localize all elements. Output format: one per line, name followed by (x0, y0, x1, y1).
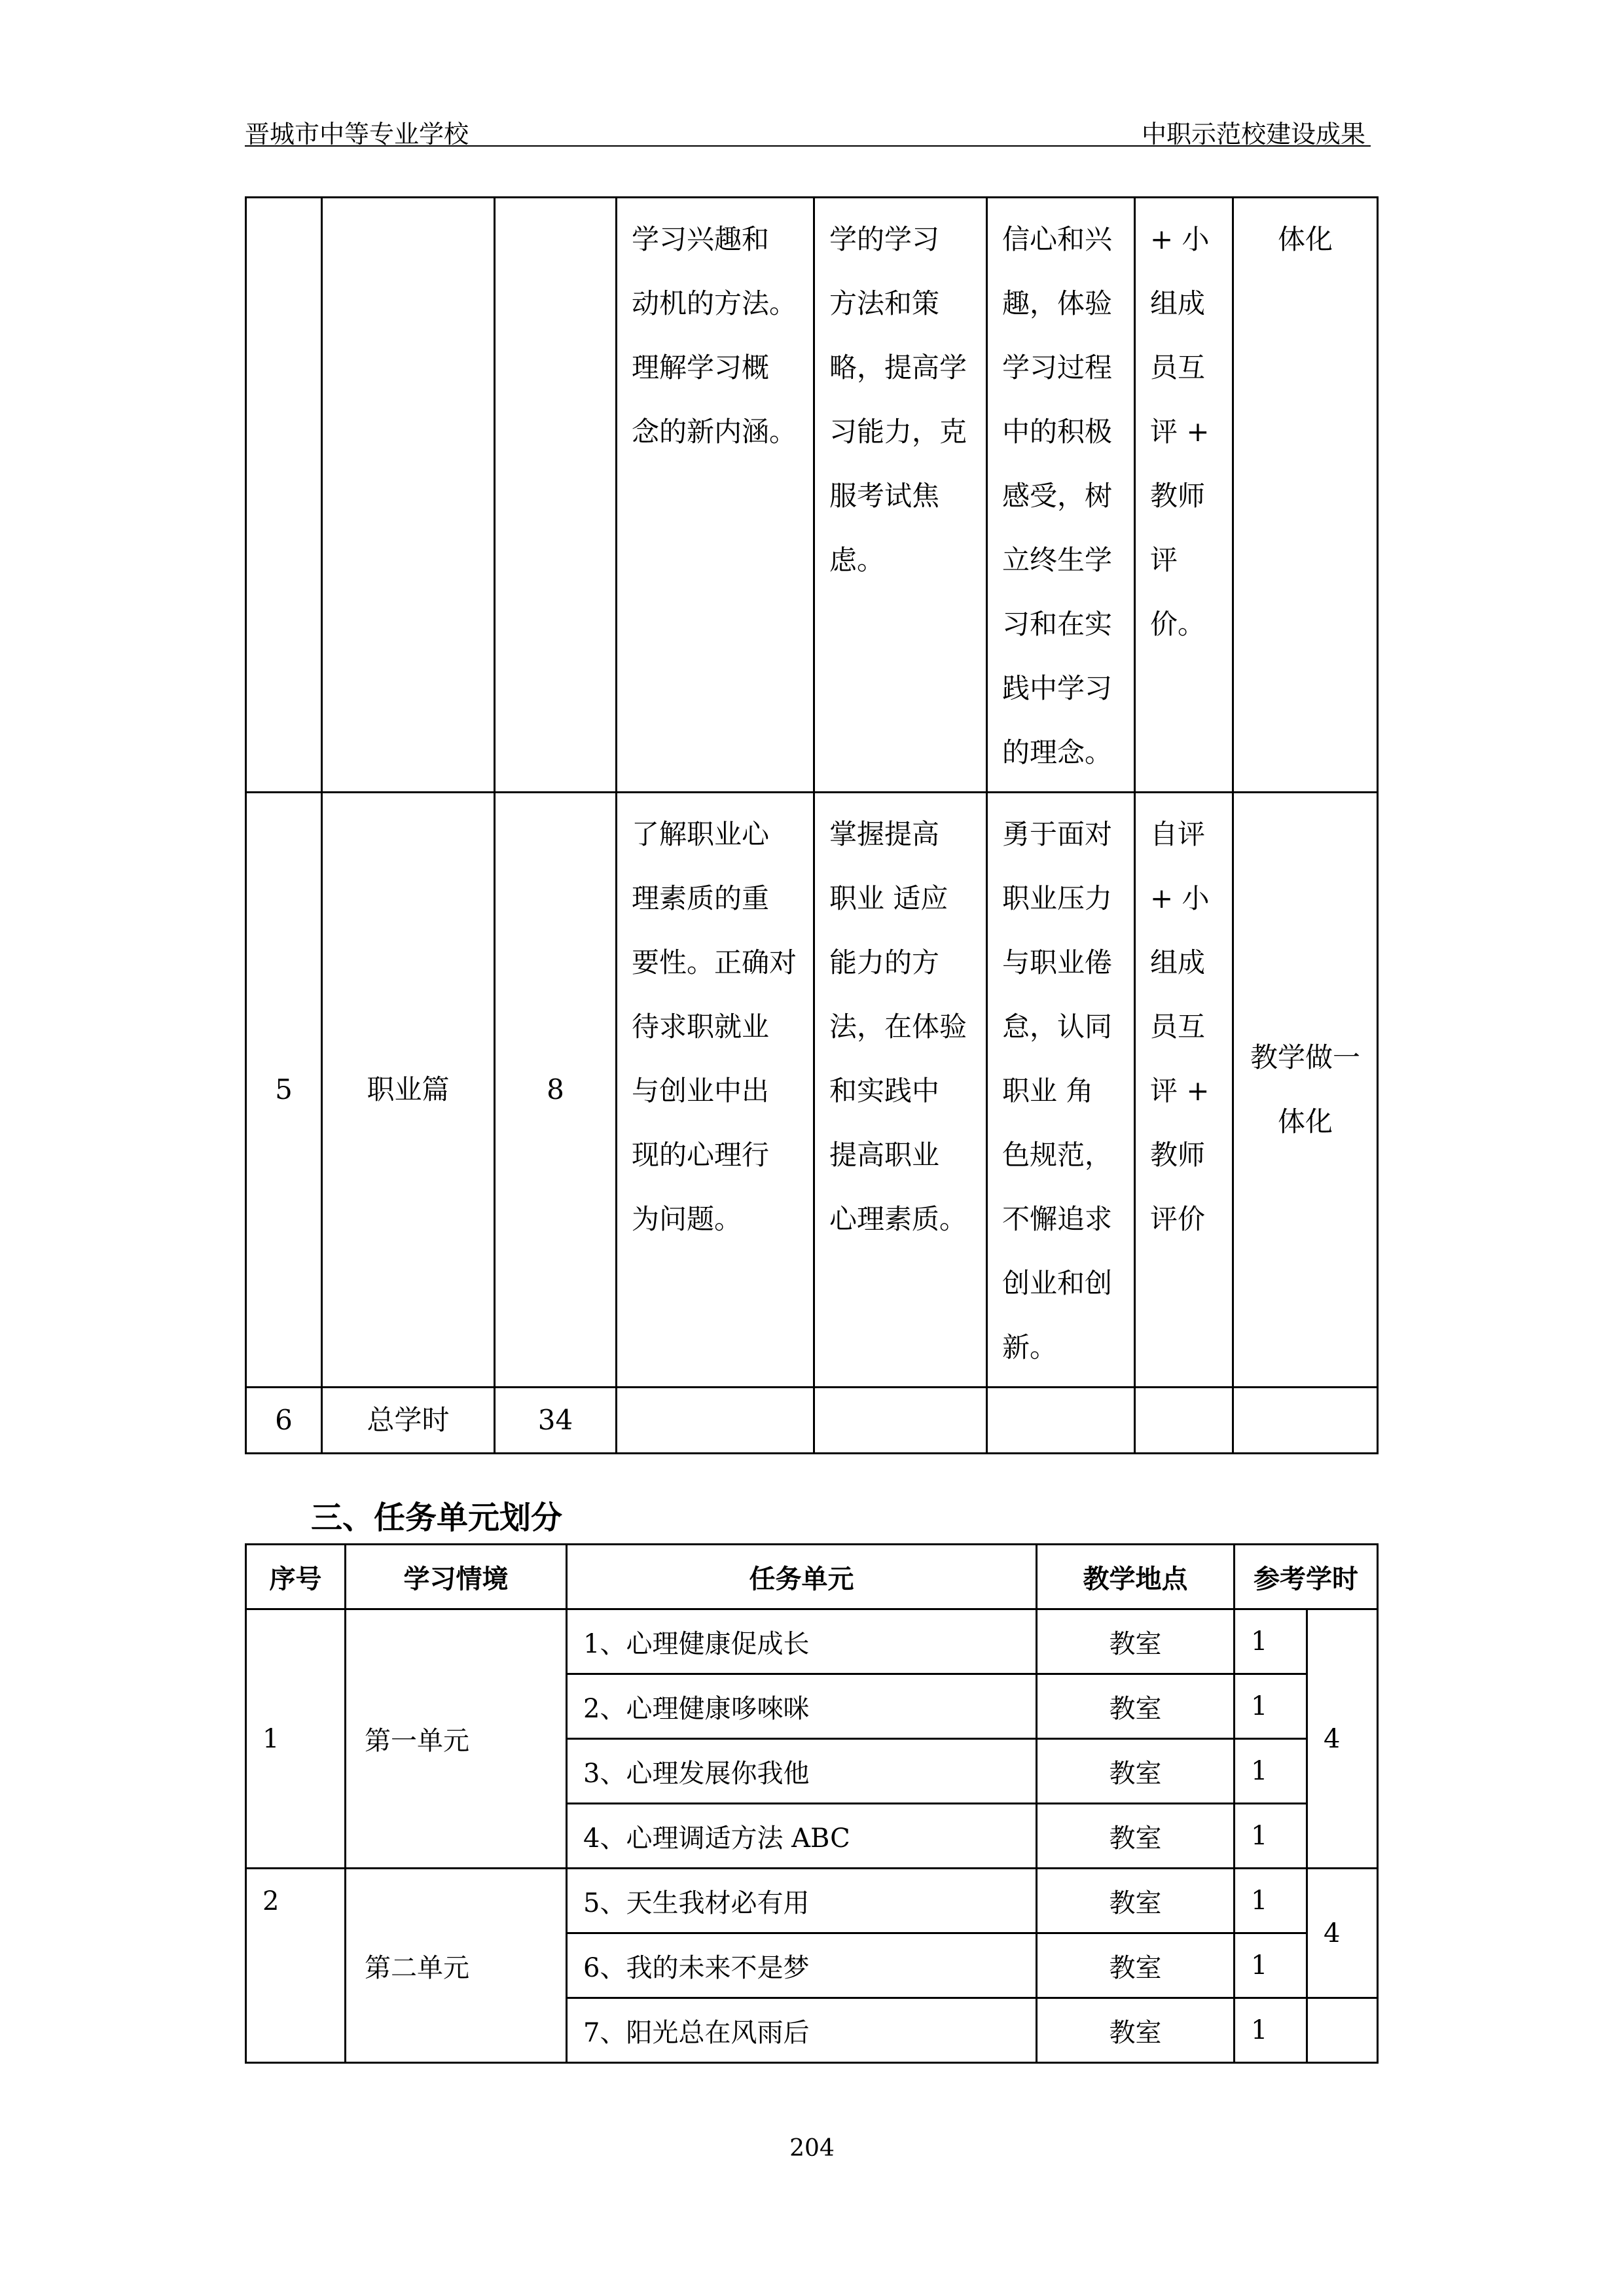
cell-evaluation: 自评 + 小 组成 员互 评 + 教师 评价 (1135, 793, 1233, 1388)
cell-total: 4 (1307, 1609, 1378, 1869)
cell-hours: 1 (1235, 1933, 1307, 1998)
cell-hours: 1 (1235, 1609, 1307, 1674)
header-situation: 学习情境 (346, 1545, 567, 1609)
cell-task: 3、心理发展你我他 (567, 1739, 1037, 1804)
cell-module: 职业篇 (322, 793, 495, 1388)
school-name: 晋城市中等专业学校 (245, 120, 469, 149)
page-header (245, 113, 1371, 147)
cell-hours: 1 (1235, 1869, 1307, 1933)
header-no: 序号 (246, 1545, 346, 1609)
cell-module: 总学时 (322, 1388, 495, 1454)
cell-place: 教室 (1037, 1609, 1235, 1674)
cell-empty (987, 1388, 1135, 1454)
header-hours: 参考学时 (1235, 1545, 1378, 1609)
cell-no: 2 (246, 1869, 346, 2063)
cell-empty (1135, 1388, 1233, 1454)
cell-attitude: 勇于面对 职业压力 与职业倦 怠，认同 职业 角 色规范， 不懈追求 创业和创 新。 (987, 793, 1135, 1388)
table-row (246, 1609, 1378, 1674)
cell-empty (322, 198, 495, 793)
cell-method: 体化 (1233, 198, 1378, 793)
cell-situation: 第二单元 (346, 1869, 567, 2063)
cell-knowledge: 学习兴趣和 动机的方法。 理解学习概 念的新内涵。 (617, 198, 814, 793)
cell-empty (246, 198, 322, 793)
table-row (246, 793, 1378, 1388)
cell-place: 教室 (1037, 1998, 1235, 2063)
cell-no: 1 (246, 1609, 346, 1869)
cell-empty (814, 1388, 987, 1454)
course-content-table (245, 196, 1379, 1454)
cell-ability: 学的学习 方法和策 略，提高学 习能力，克 服考试焦 虑。 (814, 198, 987, 793)
cell-evaluation: + 小 组成 员互 评 + 教师 评 价。 (1135, 198, 1233, 793)
header-place: 教学地点 (1037, 1545, 1235, 1609)
cell-empty (617, 1388, 814, 1454)
cell-task: 5、天生我材必有用 (567, 1869, 1037, 1933)
cell-place: 教室 (1037, 1933, 1235, 1998)
cell-place: 教室 (1037, 1739, 1235, 1804)
cell-hours: 1 (1235, 1804, 1307, 1869)
cell-situation: 第一单元 (346, 1609, 567, 1869)
table-row-continued (246, 198, 1378, 793)
table-row (246, 1869, 1378, 1933)
cell-task: 7、阳光总在风雨后 (567, 1998, 1037, 2063)
cell-empty (495, 198, 617, 793)
cell-hours: 1 (1235, 1674, 1307, 1739)
cell-ability: 掌握提高 职业 适应 能力的方 法，在体验 和实践中 提高职业 心理素质。 (814, 793, 987, 1388)
cell-hours: 8 (495, 793, 617, 1388)
cell-attitude: 信心和兴 趣，体验 学习过程 中的积极 感受，树 立终生学 习和在实 践中学习 的理念。 (987, 198, 1135, 793)
cell-task: 6、我的未来不是梦 (567, 1933, 1037, 1998)
cell-hours: 1 (1235, 1998, 1307, 2063)
cell-method: 教学做一 体化 (1233, 793, 1378, 1388)
cell-empty (1233, 1388, 1378, 1454)
cell-hours: 34 (495, 1388, 617, 1454)
cell-total: 4 (1307, 1869, 1378, 1998)
cell-task: 4、心理调适方法 ABC (567, 1804, 1037, 1869)
cell-knowledge: 了解职业心 理素质的重 要性。正确对 待求职就业 与创业中出 现的心理行 为问题。 (617, 793, 814, 1388)
table-header-row (246, 1545, 1378, 1609)
cell-hours: 1 (1235, 1739, 1307, 1804)
cell-task: 1、心理健康促成长 (567, 1609, 1037, 1674)
document-title: 中职示范校建设成果 (1141, 120, 1365, 149)
cell-place: 教室 (1037, 1674, 1235, 1739)
cell-no: 6 (246, 1388, 322, 1454)
section-heading: 三、任务单元划分 (311, 1499, 563, 1536)
task-unit-table (245, 1543, 1379, 2064)
cell-task: 2、心理健康哆唻咪 (567, 1674, 1037, 1739)
cell-empty (1307, 1998, 1378, 2063)
page-number: 204 (789, 2135, 835, 2162)
cell-place: 教室 (1037, 1869, 1235, 1933)
header-task-unit: 任务单元 (567, 1545, 1037, 1609)
cell-no: 5 (246, 793, 322, 1388)
cell-place: 教室 (1037, 1804, 1235, 1869)
table-row-total (246, 1388, 1378, 1454)
